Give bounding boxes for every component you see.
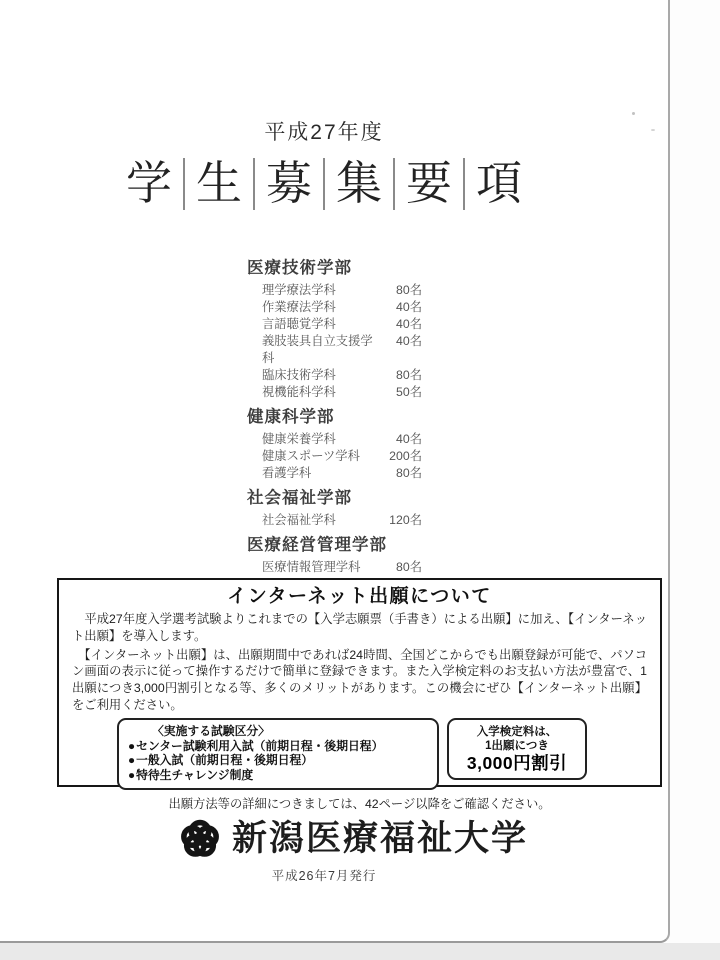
bullet-icon: ● (128, 738, 136, 753)
university-name: 新潟医療福祉大学 (232, 819, 529, 858)
scanner-background (0, 943, 720, 960)
department-name: 理学療法学科 (262, 283, 336, 297)
department-row (247, 512, 422, 529)
faculty-name: 健康科学部 (247, 408, 335, 426)
department-row (247, 333, 422, 367)
main-title-char: 項 (476, 158, 522, 209)
department-row (247, 282, 422, 299)
exam-item (128, 739, 428, 754)
scan-speck (632, 112, 635, 115)
discount-line-2: 1出願につき (485, 739, 549, 752)
department-capacity: 80名 (396, 560, 422, 574)
department-name: 看護学科 (262, 466, 312, 480)
publication-date: 平成26年7月発行 (271, 869, 377, 883)
discount-line-1: 入学検定料は、 (476, 725, 558, 738)
exam-item (128, 768, 428, 783)
exam-item (128, 753, 428, 768)
exam-item-label: 一般入試（前期日程・後期日程） (136, 753, 314, 768)
department-row (247, 559, 422, 576)
department-capacity: 80名 (396, 368, 422, 382)
department-name: 臨床技術学科 (262, 368, 336, 382)
department-capacity: 40名 (396, 300, 422, 314)
department-capacity: 80名 (396, 283, 422, 297)
exam-categories-box (117, 718, 439, 790)
department-capacity: 80名 (396, 466, 422, 480)
faculty-name: 医療技術学部 (247, 259, 352, 277)
department-name: 健康栄養学科 (262, 432, 336, 446)
department-name: 社会福祉学科 (262, 513, 336, 527)
main-title-char: 要 (406, 158, 452, 209)
department-name: 医療情報管理学科 (262, 560, 361, 574)
main-title (0, 158, 648, 210)
bullet-icon: ● (128, 768, 136, 783)
main-title-char: 学 (126, 158, 172, 209)
department-capacity: 200名 (389, 449, 422, 463)
main-title-char: 募 (266, 158, 312, 209)
discount-box (447, 718, 587, 780)
department-row (247, 367, 422, 384)
department-row (247, 431, 422, 448)
department-name: 健康スポーツ学科 (262, 449, 360, 463)
internet-box-inner-row (117, 718, 660, 790)
department-row (247, 299, 422, 316)
department-row (247, 316, 422, 333)
department-capacity: 50名 (396, 385, 422, 399)
department-name: 視機能科学科 (262, 385, 336, 399)
department-name: 義肢装具自立支援学科 (262, 334, 373, 365)
main-title-char: 生 (196, 158, 242, 209)
title-separator (393, 158, 395, 210)
department-capacity: 40名 (396, 432, 422, 446)
faculty-name: 医療経営管理学部 (247, 536, 387, 554)
department-capacity: 120名 (389, 513, 422, 527)
department-row (247, 384, 422, 401)
title-separator (253, 158, 255, 210)
university-flower-logo-icon (174, 810, 226, 868)
department-name: 言語聴覚学科 (262, 317, 336, 331)
main-title-char: 集 (336, 158, 382, 209)
department-row (247, 448, 422, 465)
internet-box-paragraph-1: 平成27年度入学選考試験よりこれまでの【入学志願票（手書き）による出願】に加え、【インターネット出願】を導入します。 (72, 612, 647, 643)
discount-amount: 3,000円割引 (466, 752, 568, 773)
exam-item-label: 特待生チャレンジ制度 (136, 768, 254, 783)
scan-speck (651, 129, 655, 131)
faculty-name: 社会福祉学部 (247, 489, 352, 507)
title-separator (183, 158, 185, 210)
internet-box-paragraph-2: 【インターネット出願】は、出願期間中であれば24時間、全国どこからでも出願登録が可能で、パソコン画面の表示に従って操作するだけで簡単に登録できます。また入学検定料のお支払い方法が豊富で、1出願につき3,000円割引となる等、多くのメリットがあります。この機会にぜひ【インターネット出願】をご利用ください。 (72, 647, 647, 712)
department-capacity: 40名 (396, 317, 422, 331)
exam-item-label: センター試験利用入試（前期日程・後期日程） (136, 738, 384, 753)
bullet-icon: ● (128, 753, 136, 768)
year-title: 平成27年度 (264, 121, 384, 144)
department-name: 作業療法学科 (262, 300, 336, 314)
faculty-list (247, 258, 422, 576)
department-capacity: 40名 (396, 334, 422, 348)
title-separator (463, 158, 465, 210)
department-row (247, 465, 422, 482)
university-signature (174, 810, 528, 868)
title-separator (323, 158, 325, 210)
internet-box-title: インターネット出願について (227, 586, 492, 607)
internet-application-box (57, 578, 662, 811)
internet-box-footer-note: 出願方法等の詳細につきましては、42ページ以降をご確認ください。 (168, 796, 551, 811)
exam-categories-heading: 〈実施する試験区分〉 (152, 723, 270, 738)
